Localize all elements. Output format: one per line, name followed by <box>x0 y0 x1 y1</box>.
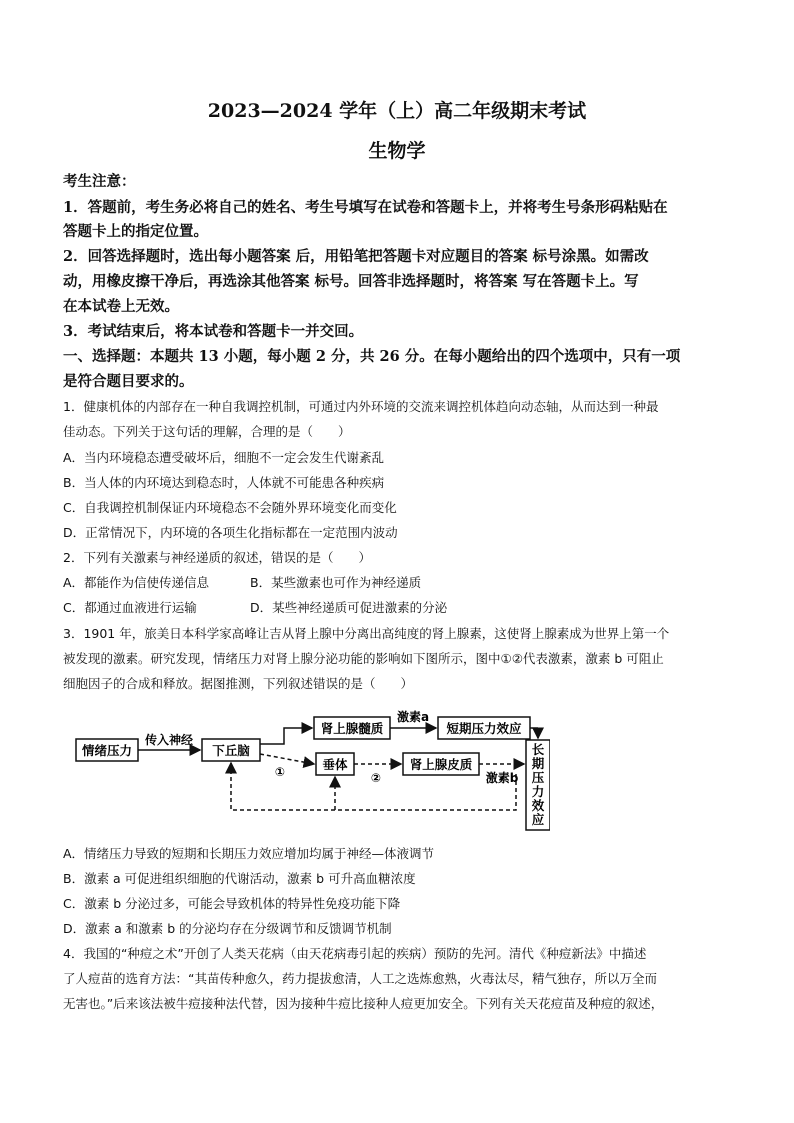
subject-title: 生物学 <box>368 140 426 162</box>
hormone-b-label: 激素b <box>485 771 519 785</box>
long-term-char-6: 应 <box>531 812 545 827</box>
q4-line-1: 4．我国的“种痘之术”开创了人类天花病（由天花病毒引起的疾病）预防的先河。清代《种痘新法》中描述 <box>63 946 647 961</box>
pituitary-box-label: 垂体 <box>322 757 348 772</box>
notice-item-2-line-1: 2．回答选择题时，选出每小题答案 后，用铅笔把答题卡对应题目的答案 标号涂黑。如需改 <box>63 248 649 265</box>
afferent-nerve-label: 传入神经 <box>144 733 194 747</box>
q2-option-d: D．某些神经递质可促进激素的分泌 <box>250 600 448 615</box>
q2-option-b: B．某些激素也可作为神经递质 <box>250 575 422 590</box>
long-term-char-4: 力 <box>531 784 545 799</box>
exam-title: 2023—2024 学年（上）高二年级期末考试 <box>207 100 587 122</box>
hormone-2-label: ② <box>370 771 382 785</box>
q4-line-2: 了人痘苗的选育方法：“其苗传种愈久，药力提拔愈清，人工之选炼愈熟，火毒汰尽，精气独存，所以万全而 <box>63 971 657 986</box>
notice-item-2-line-2: 动，用橡皮擦干净后，再选涂其他答案 标号。回答非选择题时，将答案 写在答题卡上。写 <box>63 273 639 290</box>
q2-option-a: A．都能作为信使传递信息 <box>63 575 210 590</box>
stress-box-label: 情绪压力 <box>81 743 133 758</box>
notice-item-1-line-1: 1．答题前，考生务必将自己的姓名、考生号填写在试卷和答题卡上，并将考生号条形码粘贴在 <box>63 199 668 216</box>
hypothalamus-to-medulla-arrow <box>260 728 312 744</box>
q3-stem-line-3: 细胞因子的合成和释放。据图推测，下列叙述错误的是（ ） <box>63 676 414 691</box>
q3-option-a: A．情绪压力导致的短期和长期压力效应增加均属于神经—体液调节 <box>63 846 435 861</box>
q3-stem-line-1: 3．1901 年，旅美日本科学家高峰让吉从肾上腺中分离出高纯度的肾上腺素，这使肾上腺素成为世界上第一个 <box>63 626 670 641</box>
section-1-line-1: 一、选择题：本题共 13 小题，每小题 2 分，共 26 分。在每小题给出的四个选项中，只有一项 <box>63 348 681 365</box>
long-term-char-5: 效 <box>531 798 545 813</box>
q1-option-a: A．当内环境稳态遭受破坏后，细胞不一定会发生代谢紊乱 <box>63 450 385 465</box>
q1-option-d: D．正常情况下，内环境的各项生化指标都在一定范围内波动 <box>63 525 398 540</box>
q1-stem-line-2: 佳动态。下列关于这句话的理解，合理的是（ ） <box>63 424 351 439</box>
q1-stem-line-1: 1．健康机体的内部存在一种自我调控机制，可通过内外环境的交流来调控机体趋向动态轴，从而达到一种最 <box>63 399 659 414</box>
notice-item-3: 3．考试结束后，将本试卷和答题卡一并交回。 <box>63 323 364 340</box>
notice-item-2-line-3: 在本试卷上无效。 <box>63 298 179 315</box>
q1-option-b: B．当人体的内环境达到稳态时，人体就不可能患各种疾病 <box>63 475 385 490</box>
q1-option-c: C．自我调控机制保证内环境稳态不会随外界环境变化而变化 <box>63 500 397 515</box>
hormone-1-arrow <box>260 754 314 764</box>
q3-option-b: B．激素 a 可促进组织细胞的代谢活动，激素 b 可升高血糖浓度 <box>63 871 416 886</box>
q3-stem-line-2: 被发现的激素。研究发现，情绪压力对肾上腺分泌功能的影响如下图所示，图中①②代表激素，激素 b 可阻止 <box>63 651 664 666</box>
hormone-1-label: ① <box>274 765 286 779</box>
q2-stem: 2．下列有关激素与神经递质的叙述，错误的是（ ） <box>63 550 371 565</box>
hormone-pathway-diagram <box>70 706 550 836</box>
notice-heading: 考生注意： <box>63 173 136 190</box>
long-term-char-2: 期 <box>531 756 545 771</box>
adrenal-cortex-box-label: 肾上腺皮质 <box>409 757 473 772</box>
short-term-effect-box-label: 短期压力效应 <box>446 721 522 736</box>
long-term-char-1: 长 <box>531 742 545 757</box>
q3-option-d: D．激素 a 和激素 b 的分泌均存在分级调节和反馈调节机制 <box>63 921 392 936</box>
hormone-a-label: 激素a <box>396 710 430 724</box>
section-1-line-2: 是符合题目要求的。 <box>63 373 194 390</box>
notice-item-1-line-2: 答题卡上的指定位置。 <box>63 223 208 240</box>
q4-line-3: 无害也。”后来该法被牛痘接种法代替，因为接种牛痘比接种人痘更加安全。下列有关天花痘苗及种痘的叙述， <box>63 996 664 1011</box>
adrenal-medulla-box-label: 肾上腺髓质 <box>320 721 384 736</box>
q3-option-c: C．激素 b 分泌过多，可能会导致机体的特异性免疫功能下降 <box>63 896 401 911</box>
hypothalamus-box-label: 下丘脑 <box>212 743 250 758</box>
long-term-char-3: 压 <box>531 770 545 785</box>
q2-option-c: C．都通过血液进行运输 <box>63 600 197 615</box>
